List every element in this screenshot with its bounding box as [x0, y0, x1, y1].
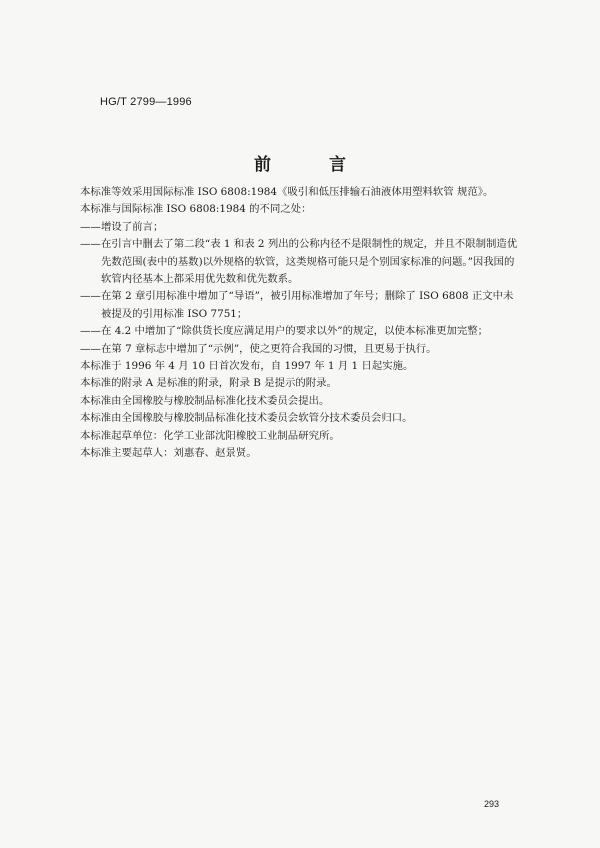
list-item-text: 在 4.2 中增加了“除供货长度应满足用户的要求以外”的规定，以使本标准更加完整；	[101, 325, 489, 338]
list-item	[80, 288, 520, 323]
paragraph-release-date: 本标准于 1996 年 4 月 10 日首次发布，自 1997 年 1 月 1 日起实施。	[80, 360, 414, 373]
list-item	[80, 323, 520, 340]
list-item-text: 在引言中删去了第二段“表 1 和表 2 列出的公称内径不是限制性的规定，并且不限制制造优先数范围(表中的基数)以外规格的软管，这类规格可能只是个别国家标准的问题。”因我国的软管内径基本上都采用优先数和优先数系。	[101, 238, 518, 286]
dash-marker: ——	[80, 290, 101, 303]
paragraph-centralized-by: 本标准由全国橡胶与橡胶制品标准化技术委员会软管分技术委员会归口。	[80, 412, 413, 425]
dash-marker: ——	[80, 238, 101, 251]
paragraph-drafters: 本标准主要起草人：刘惠春、赵景贤。	[80, 447, 257, 460]
dash-marker: ——	[80, 220, 101, 233]
foreword-body	[80, 184, 520, 463]
list-item-text: 在第 7 章标志中增加了“示例”，使之更符合我国的习惯，且更易于执行。	[101, 342, 437, 355]
paragraph-drafting-unit: 本标准起草单位：化学工业部沈阳橡胶工业制品研究所。	[80, 429, 340, 442]
page-number: 293	[484, 799, 500, 809]
list-item	[80, 341, 520, 358]
list-item-text: 增设了前言；	[101, 220, 164, 233]
list-item	[80, 219, 520, 236]
list-item	[80, 236, 520, 288]
dash-marker: ——	[80, 342, 101, 355]
page-title: 前 言	[254, 155, 372, 175]
list-item-text: 在第 2 章引用标准中增加了“导语”，被引用标准增加了年号；删除了 ISO 6808 正文中未被提及的引用标准 ISO 7751；	[101, 290, 514, 320]
paragraph-equivalence: 本标准等效采用国际标准 ISO 6808:1984《吸引和低压排输石油液体用塑料软管 规范》。	[80, 186, 494, 198]
standard-code: HG/T 2799—1996	[100, 96, 192, 108]
paragraph-differences-intro: 本标准与国际标准 ISO 6808:1984 的不同之处：	[80, 203, 312, 216]
paragraph-proposed-by: 本标准由全国橡胶与橡胶制品标准化技术委员会提出。	[80, 394, 330, 407]
dash-marker: ——	[80, 325, 101, 338]
paragraph-appendix: 本标准的附录 A 是标准的附录，附录 B 是提示的附录。	[80, 377, 337, 390]
